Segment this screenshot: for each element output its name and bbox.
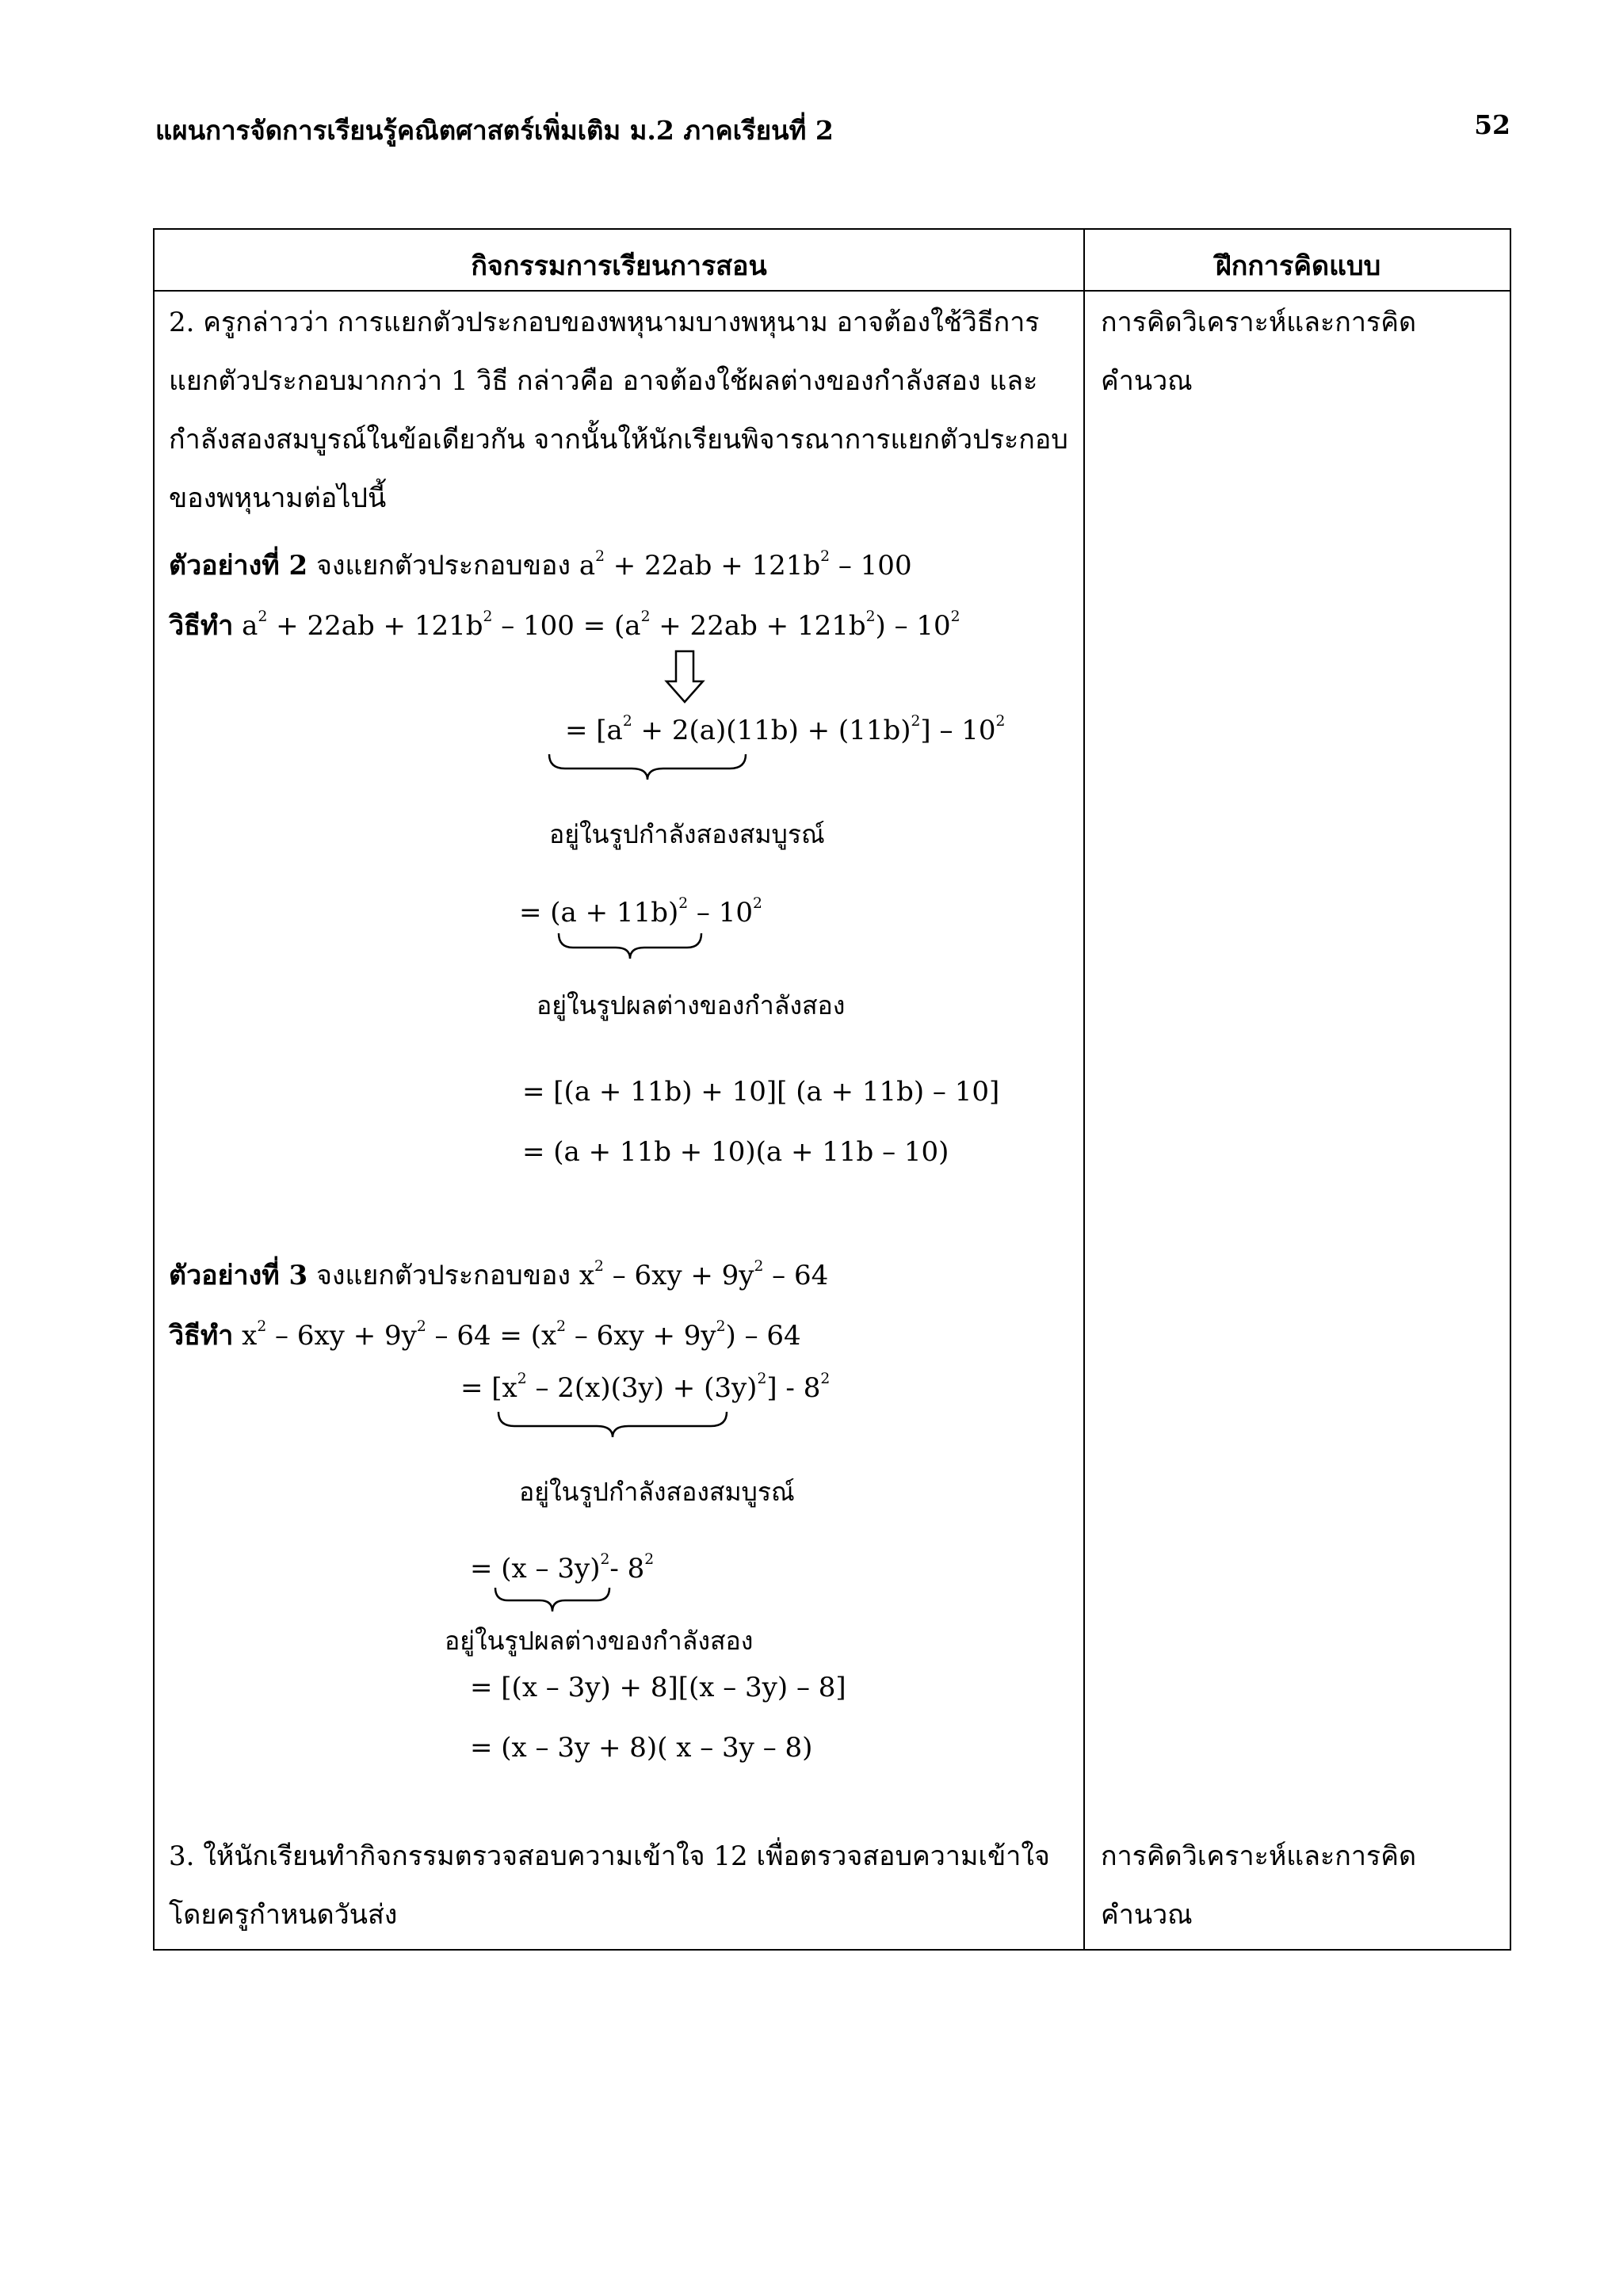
example-3-perfect-square-note: อยู่ในรูปกำลังสองสมบูรณ์	[519, 1477, 795, 1507]
example-prompt: จงแยกตัวประกอบของ	[315, 550, 571, 582]
example-3-step-3: = [(x – 3y) + 8][(x – 3y) – 8]	[470, 1672, 846, 1703]
example-3-step-2: = $[x^2 - 2(x)(3y) + (3y)^2] - 8^2$	[460, 1371, 831, 1404]
section-3-paragraph: 3. ให้นักเรียนทำกิจกรรมตรวจสอบความเข้าใจ 12 เพื่อตรวจสอบความเข้าใจโดยครูกำหนดวันส่ง	[169, 1840, 1050, 1931]
down-arrow-icon	[665, 650, 705, 705]
thinking-line: การคิดวิเคราะห์และการคิด	[1101, 307, 1417, 338]
page-number: 52	[1474, 109, 1510, 140]
example-2-step-4: = (a + 11b + 10)(a + 11b – 10)	[522, 1136, 949, 1168]
example-3-step-4: = (x – 3y + 8)( x – 3y – 8)	[470, 1732, 813, 1764]
column-header-activities: กิจกรรมการเรียนการสอน	[471, 250, 767, 282]
example-3-diff-squares-note: อยู่ในรูปผลต่างของกำลังสอง	[445, 1626, 754, 1656]
solution-step-1: $a^2 + 22ab + 121b^2 - 100 = (a^2 + 22ab + 121b^2) - 10^2$	[242, 608, 960, 642]
example-2-prompt	[169, 543, 912, 586]
document-title: แผนการจัดการเรียนรู้คณิตศาสตร์เพิ่มเติม ม.2 ภาคเรียนที่ 2	[155, 115, 834, 146]
lesson-table	[153, 228, 1511, 1951]
section-2-thinking	[1101, 293, 1497, 410]
solution-label: วิธีทำ	[169, 610, 234, 642]
example-label: ตัวอย่างที่ 2	[169, 550, 308, 582]
example-2-diff-squares-note: อยู่ในรูปผลต่างของกำลังสอง	[537, 990, 846, 1020]
example-3-prompt	[169, 1253, 828, 1296]
thinking-line: คำนวณ	[1101, 1899, 1193, 1931]
section-3-thinking	[1101, 1827, 1497, 1944]
column-header-thinking: ฝึกการคิดแบบ	[1215, 250, 1381, 282]
underbrace-icon	[497, 1410, 728, 1439]
solution-step-1: $x^2 - 6xy + 9y^2 - 64 = (x^2 - 6xy + 9y^2) - 64$	[242, 1318, 801, 1352]
thinking-line: คำนวณ	[1101, 365, 1193, 397]
underbrace-icon	[494, 1586, 613, 1615]
thinking-line: การคิดวิเคราะห์และการคิด	[1101, 1840, 1417, 1872]
underbrace-icon	[557, 932, 703, 960]
example-3-solution	[169, 1314, 801, 1356]
example-2-step-2: = $[a^2 + 2(a)(11b) + (11b)^2] - 10^2$	[565, 713, 1006, 746]
column-divider	[1083, 230, 1085, 1949]
underbrace-icon	[548, 753, 747, 781]
example-2-step-diff: = $(a + 11b)^2 - 10^2$	[519, 895, 762, 929]
example-prompt: จงแยกตัวประกอบของ	[315, 1260, 571, 1291]
page-header	[155, 109, 1510, 157]
header-divider	[155, 290, 1510, 292]
example-expression: $a^2 + 22ab + 121b^2 - 100$	[579, 548, 912, 582]
example-2-perfect-square-note: อยู่ในรูปกำลังสองสมบูรณ์	[549, 819, 825, 849]
example-2-solution	[169, 604, 960, 646]
example-label: ตัวอย่างที่ 3	[169, 1260, 308, 1291]
example-expression: $x^2 - 6xy + 9y^2 - 64$	[579, 1258, 829, 1291]
section-2-paragraph: 2. ครูกล่าวว่า การแยกตัวประกอบของพหุนามบางพหุนาม อาจต้องใช้วิธีการแยกตัวประกอบมากกว่า 1 วิธี กล่าวคือ อาจต้องใช้ผลต่างของกำลังสอง และกำลังสองสมบูรณ์ในข้อเดียวกัน จากนั้นให้นักเรียนพิจารณาการแยกตัวประกอบของพหุนามต่อไปนี้	[169, 307, 1068, 514]
example-3-step-diff: = (x – 3y)$^2$- $8^2$	[470, 1551, 655, 1585]
example-2-step-3: = [(a + 11b) + 10][ (a + 11b) – 10]	[522, 1076, 1000, 1108]
solution-label: วิธีทำ	[169, 1320, 234, 1352]
